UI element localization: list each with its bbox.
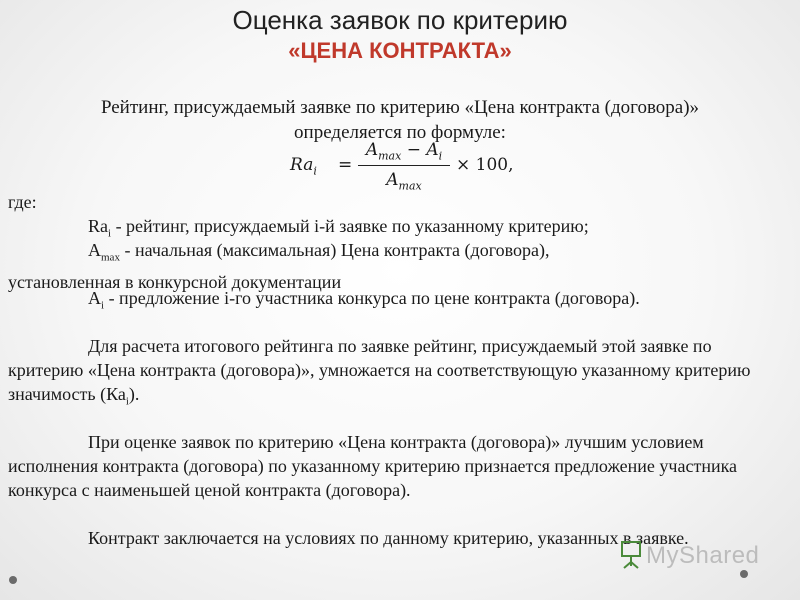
formula-lhs: $Ra_i$ (290, 155, 317, 178)
paragraph-best-condition: При оценке заявок по критерию «Цена контракта (договора)» лучшим условием исполнения контракта (договора) по указанному критерию признается предложение участника конкурса с наименьшей ценой контракта (договора). (8, 432, 738, 500)
rating-formula (290, 140, 530, 194)
corner-dot-right (740, 570, 748, 578)
paragraph-final-rating: Для расчета итогового рейтинга по заявке рейтинг, присуждаемый этой заявке по критерию «Цена контракта (договора)», умножается на соответствующую указанному критерию значимость $(Ка_i)$. (8, 336, 751, 408)
corner-dot-left (9, 576, 17, 584)
formula-fraction-bar (358, 165, 450, 166)
formula-numerator: $A_{max} - A_i$ (365, 140, 443, 163)
where-label: где: (8, 192, 37, 212)
presentation-board-icon (620, 540, 642, 570)
formula-multiplier: × 100, (456, 155, 514, 175)
title-block (0, 4, 800, 66)
definition-amax: $А_{max}$ - начальная (максимальная) Цена контракта (договора), установленная в конкурсной документации (8, 238, 788, 294)
definition-ai: $А_i$ - предложение i-го участника конкурса по цене контракта (договора). (88, 288, 640, 312)
formula-denominator: $A_{max}$ (386, 170, 422, 193)
intro-line-1: Рейтинг, присуждаемый заявке по критерию «Цена контракта (договора)» (100, 97, 700, 118)
definition-amax-continuation: установленная в конкурсной документации (8, 271, 342, 292)
formula-equals: = (338, 155, 353, 175)
slide-subtitle: «ЦЕНА КОНТРАКТА» (288, 38, 512, 63)
paragraph-contract: Контракт заключается на условиях по данному критерию, указанных в заявке. (88, 528, 689, 548)
intro-text (0, 95, 800, 145)
definition-ra: $Ra_i$ - рейтинг, присуждаемый i-й заявке по указанному критерию; (88, 216, 589, 240)
watermark-logo (620, 538, 760, 572)
slide-title: Оценка заявок по критерию (232, 5, 568, 35)
intro-line-2: определяется по формуле: (294, 122, 506, 143)
watermark-text: MyShared (646, 542, 760, 569)
